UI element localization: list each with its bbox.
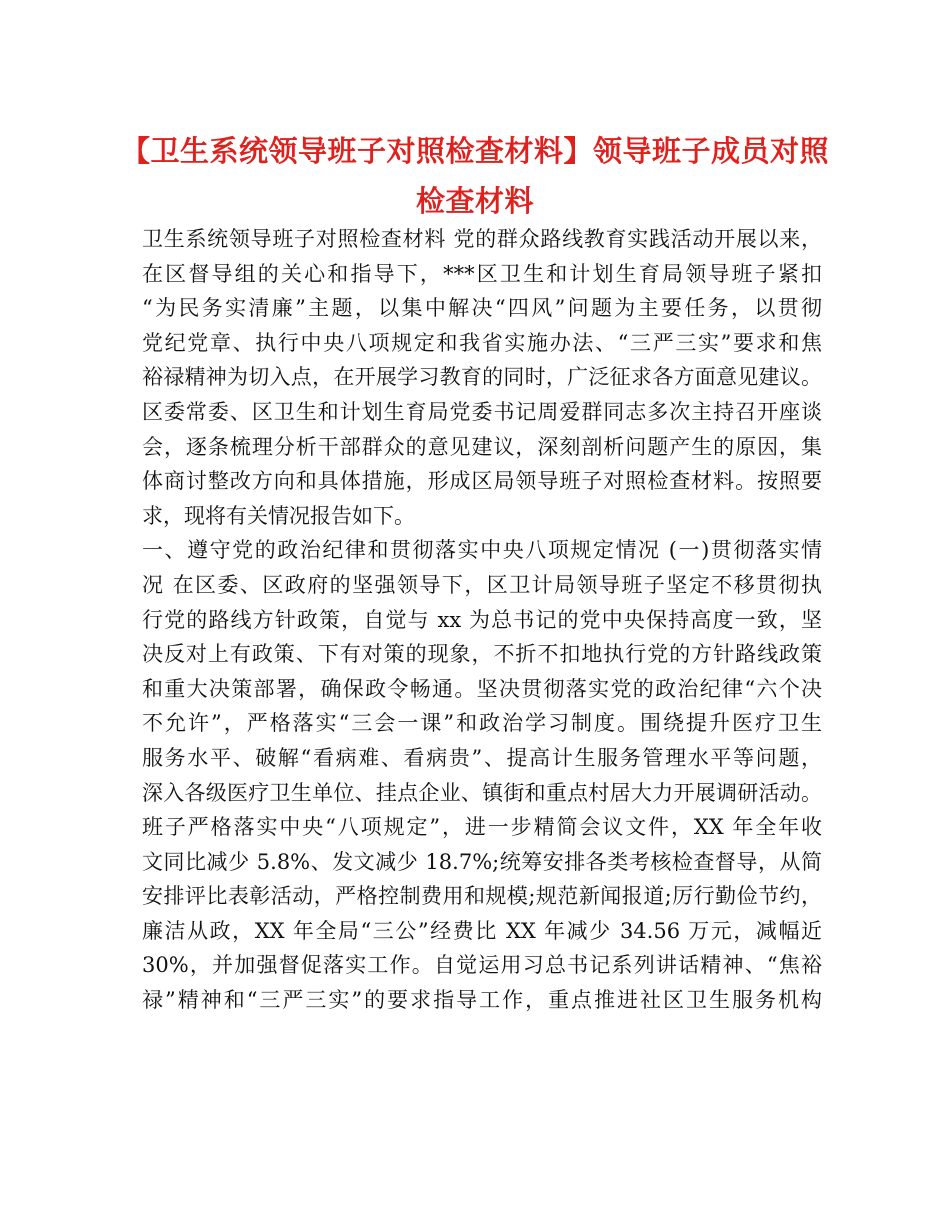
body-line: 况 在区委、区政府的坚强领导下，区卫计局领导班子坚定不移贯彻执: [142, 572, 822, 597]
body-line: 不允许”，严格落实“三会一课”和政治学习制度。围绕提升医疗卫生: [142, 711, 822, 736]
body-line: 裕禄精神为切入点，在开展学习教育的同时，广泛征求各方面意见建议。: [142, 365, 822, 390]
title-line-2: 检查材料: [415, 184, 534, 218]
document-title: [120, 126, 830, 226]
body-line: 禄”精神和“三严三实”的要求指导工作，重点推进社区卫生服务机构: [142, 988, 822, 1013]
body-line: 廉洁从政，XX 年全局“三公”经费比 XX 年减少 34.56 万元，减幅近: [142, 918, 822, 943]
body-line: 卫生系统领导班子对照检查材料 党的群众路线教育实践活动开展以来，: [142, 227, 822, 251]
body-line: 体商讨整改方向和具体措施，形成区局领导班子对照检查材料。按照要: [142, 469, 822, 494]
body-line: 和重大决策部署，确保政令畅通。坚决贯彻落实党的政治纪律“六个决: [142, 676, 822, 701]
body-line: 深入各级医疗卫生单位、挂点企业、镇街和重点村居大力开展调研活动。: [142, 780, 822, 805]
body-line: 区委常委、区卫生和计划生育局党委书记周爱群同志多次主持召开座谈: [142, 399, 822, 424]
body-line: 会，逐条梳理分析干部群众的意见建议，深刻剖析问题产生的原因，集: [142, 434, 822, 459]
body-line: 行党的路线方针政策，自觉与 xx 为总书记的党中央保持高度一致，坚: [142, 607, 822, 632]
body-line: 文同比减少 5.8%、发文减少 18.7%;统筹安排各类考核检查督导，从简: [142, 849, 822, 874]
body-line: 在区督导组的关心和指导下，***区卫生和计划生育局领导班子紧扣: [142, 261, 822, 286]
body-line: “为民务实清廉”主题，以集中解决“四风”问题为主要任务，以贯彻: [142, 296, 822, 321]
body-line: 一、遵守党的政治纪律和贯彻落实中央八项规定情况 (一)贯彻落实情: [142, 538, 822, 563]
document-body: [142, 222, 822, 1018]
title-line-1: 【卫生系统领导班子对照检查材料】领导班子成员对照: [120, 134, 829, 168]
body-line: 求，现将有关情况报告如下。: [142, 503, 415, 528]
body-line: 决反对上有政策、下有对策的现象，不折不扣地执行党的方针路线政策: [142, 642, 822, 667]
body-line: 服务水平、破解“看病难、看病贵”、提高计生服务管理水平等问题，: [142, 745, 822, 770]
body-line: 班子严格落实中央“八项规定”，进一步精简会议文件，XX 年全年收: [142, 815, 822, 840]
body-line: 安排评比表彰活动，严格控制费用和规模;规范新闻报道;厉行勤俭节约，: [142, 884, 822, 909]
body-line: 30%，并加强督促落实工作。自觉运用习总书记系列讲话精神、“焦裕: [142, 953, 822, 978]
body-line: 党纪党章、执行中央八项规定和我省实施办法、“三严三实”要求和焦: [142, 330, 822, 355]
